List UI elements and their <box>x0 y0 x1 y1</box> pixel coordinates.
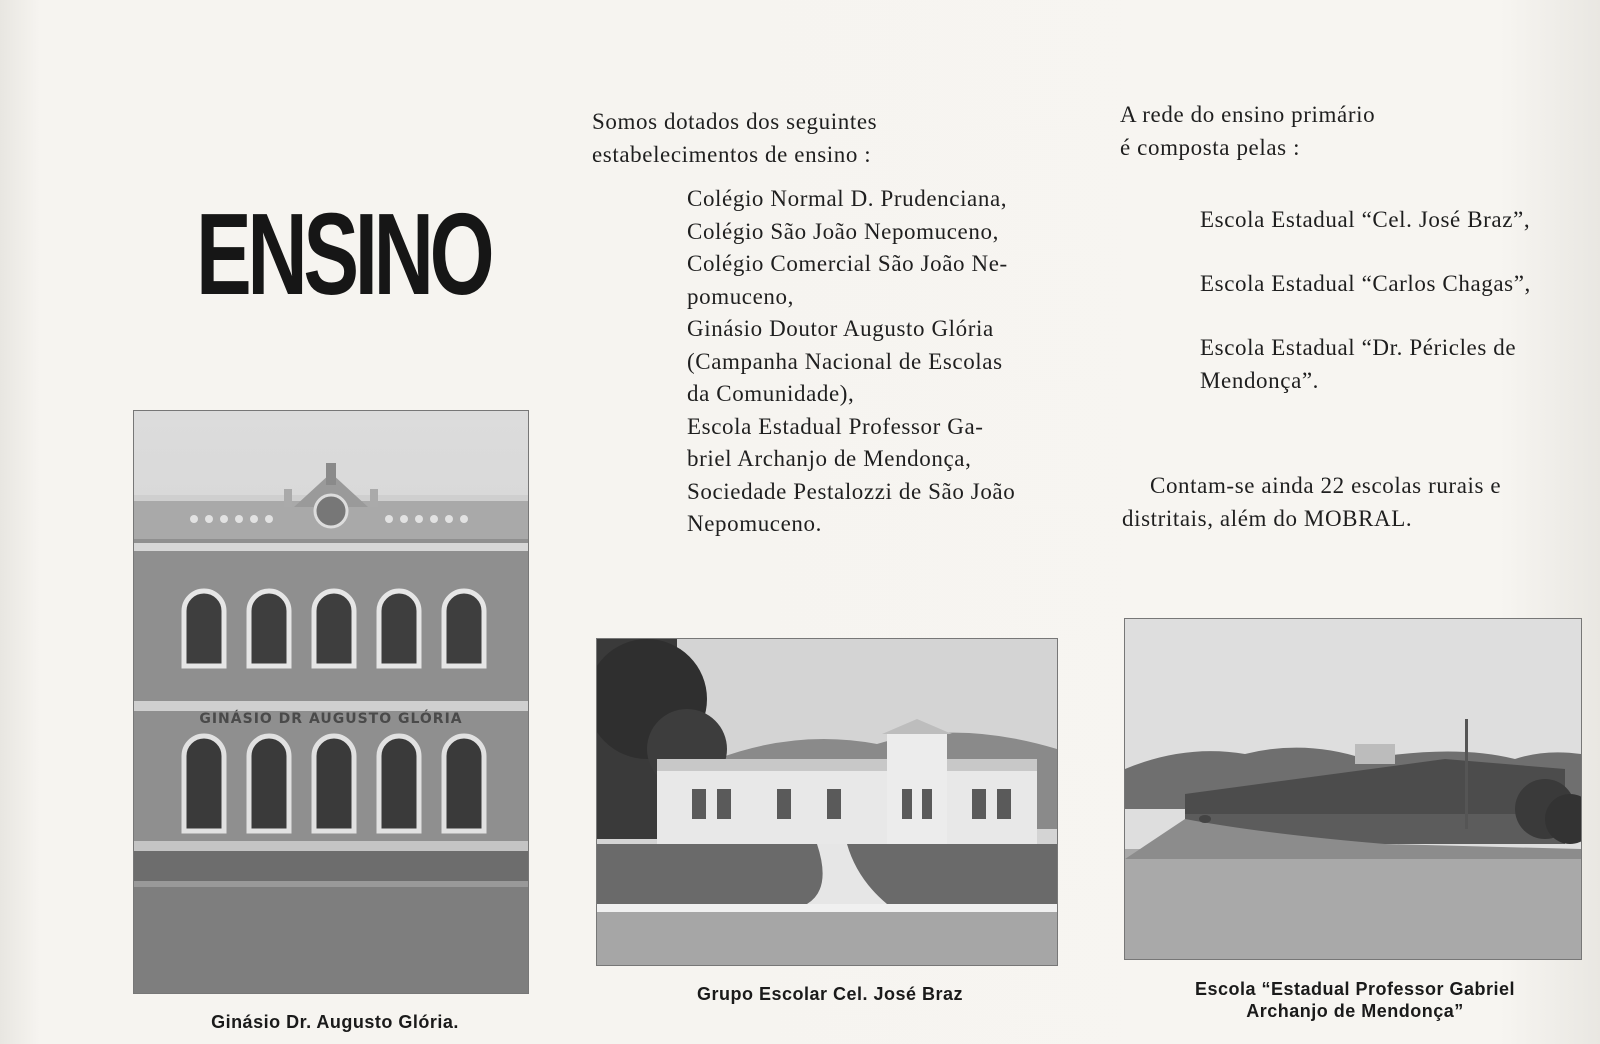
primary-intro-line: A rede do ensino primário <box>1120 102 1376 127</box>
intro-line: Somos dotados dos seguintes <box>592 109 878 134</box>
primary-school-item: Escola Estadual “Cel. José Braz”, <box>1200 207 1531 232</box>
ginasio-building-illustration <box>134 411 528 993</box>
list-item: (Campanha Nacional de Escolas <box>687 348 1003 374</box>
grupo-escolar-illustration <box>597 639 1057 965</box>
escola-estadual-illustration <box>1125 619 1581 959</box>
list-item: da Comunidade), <box>687 381 855 406</box>
list-item: Colégio Comercial São João Ne- <box>687 251 1008 276</box>
intro-paragraph <box>592 106 952 171</box>
list-item: Escola Estadual Professor Ga- <box>687 413 984 439</box>
facade-lettering: GINÁSIO DR AUGUSTO GLÓRIA <box>199 711 463 727</box>
establishment-list <box>687 183 1057 541</box>
photo-ginasio-building <box>133 410 529 994</box>
rural-schools-paragraph <box>1122 470 1582 535</box>
list-item: Ginásio Doutor Augusto Glória <box>687 316 994 341</box>
intro-line: estabelecimentos de ensino : <box>592 141 872 167</box>
page-title: ENSINO <box>196 189 491 319</box>
list-item: Sociedade Pestalozzi de São João <box>687 478 1016 504</box>
primary-intro <box>1120 99 1480 164</box>
rural-line: Contam-se ainda 22 escolas rurais e <box>1150 473 1502 498</box>
rural-line: distritais, além do MOBRAL. <box>1122 505 1413 531</box>
primary-school-item: Escola Estadual “Carlos Chagas”, <box>1200 271 1531 296</box>
primary-school-line: Escola Estadual “Dr. Péricles de <box>1200 335 1517 360</box>
list-item: Colégio São João Nepomuceno, <box>687 218 999 244</box>
list-item: briel Archanjo de Mendonça, <box>687 446 972 471</box>
photo-grupo-escolar <box>596 638 1058 966</box>
primary-school-item <box>1200 331 1580 397</box>
photo-escola-estadual <box>1124 618 1582 960</box>
list-item: pomuceno, <box>687 283 794 309</box>
list-item: Colégio Normal D. Prudenciana, <box>687 186 1008 211</box>
list-item: Nepomuceno. <box>687 511 822 536</box>
primary-school-line: Mendonça”. <box>1200 368 1320 393</box>
photo-caption <box>1130 978 1580 1022</box>
photo-caption-line: Escola “Estadual Professor Gabriel <box>1194 979 1516 999</box>
photo-caption-line: Archanjo de Mendonça” <box>1246 1001 1464 1021</box>
photo-caption: Grupo Escolar Cel. José Braz <box>696 984 964 1004</box>
primary-intro-line: é composta pelas : <box>1120 134 1301 160</box>
photo-caption: Ginásio Dr. Augusto Glória. <box>211 1012 459 1032</box>
